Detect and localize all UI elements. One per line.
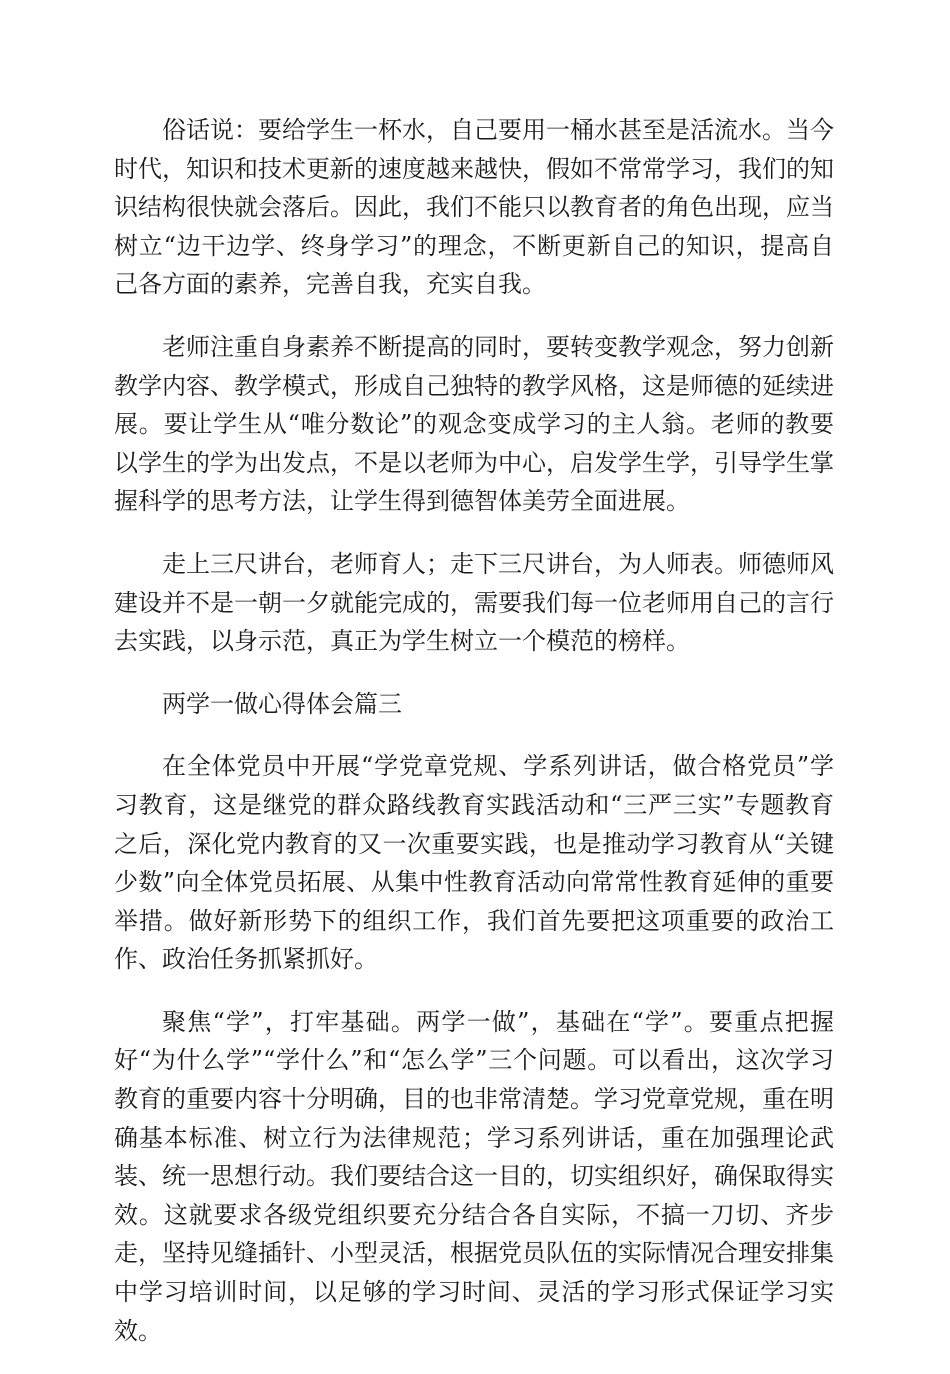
- paragraph-education-campaign: 在全体党员中开展“学党章党规、学系列讲话，做合格党员”学习教育，这是继党的群众路线教育实践活动和“三严三实”专题教育之后，深化党内教育的又一次重要实践，也是推动学习教育从“关键少数”向全体党员拓展、从集中性教育活动向常常性教育延伸的重要举措。做好新形势下的组织工作，我们首先要把这项重要的政治工作、政治任务抓紧抓好。: [114, 752, 834, 974]
- paragraph-focus-study: 聚焦“学”，打牢基础。两学一做”，基础在“学”。要重点把握好“为什么学”“学什么”和“怎么学”三个问题。可以看出，这次学习教育的重要内容十分明确，目的也非常清楚。学习党章党规，重在明确基本标准、树立行为法律规范；学习系列讲话，重在加强理论武装、统一思想行动。我们要结合这一目的，切实组织好，确保取得实效。这就要求各级党组织要充分结合各自实际，不搞一刀切、齐步走，坚持见缝插针、小型灵活，根据党员队伍的实际情况合理安排集中学习培训时间，以足够的学习时间、灵活的学习形式保证学习实效。: [114, 1007, 834, 1345]
- section-title: 两学一做心得体会篇三: [162, 689, 402, 718]
- document-body: [114, 111, 834, 1374]
- paragraph-water: 俗话说：要给学生一杯水，自己要用一桶水甚至是活流水。当今时代，知识和技术更新的速度越来越快，假如不常常学习，我们的知识结构很快就会落后。因此，我们不能只以教育者的角色出现，应当树立“边干边学、终身学习”的理念，不断更新自己的知识，提高自己各方面的素养，完善自我，充实自我。: [114, 116, 834, 299]
- paragraph-teaching-concept: 老师注重自身素养不断提高的同时，要转变教学观念，努力创新教学内容、教学模式，形成自己独特的教学风格，这是师德的延续进展。要让学生从“唯分数论”的观念变成学习的主人翁。老师的教要以学生的学为出发点，不是以老师为中心，启发学生学，引导学生掌握科学的思考方法，让学生得到德智体美劳全面进展。: [114, 332, 834, 516]
- paragraph-podium: 走上三尺讲台，老师育人；走下三尺讲台，为人师表。师德师风建设并不是一朝一夕就能完成的，需要我们每一位老师用自己的言行去实践，以身示范，真正为学生树立一个模范的榜样。: [114, 549, 834, 656]
